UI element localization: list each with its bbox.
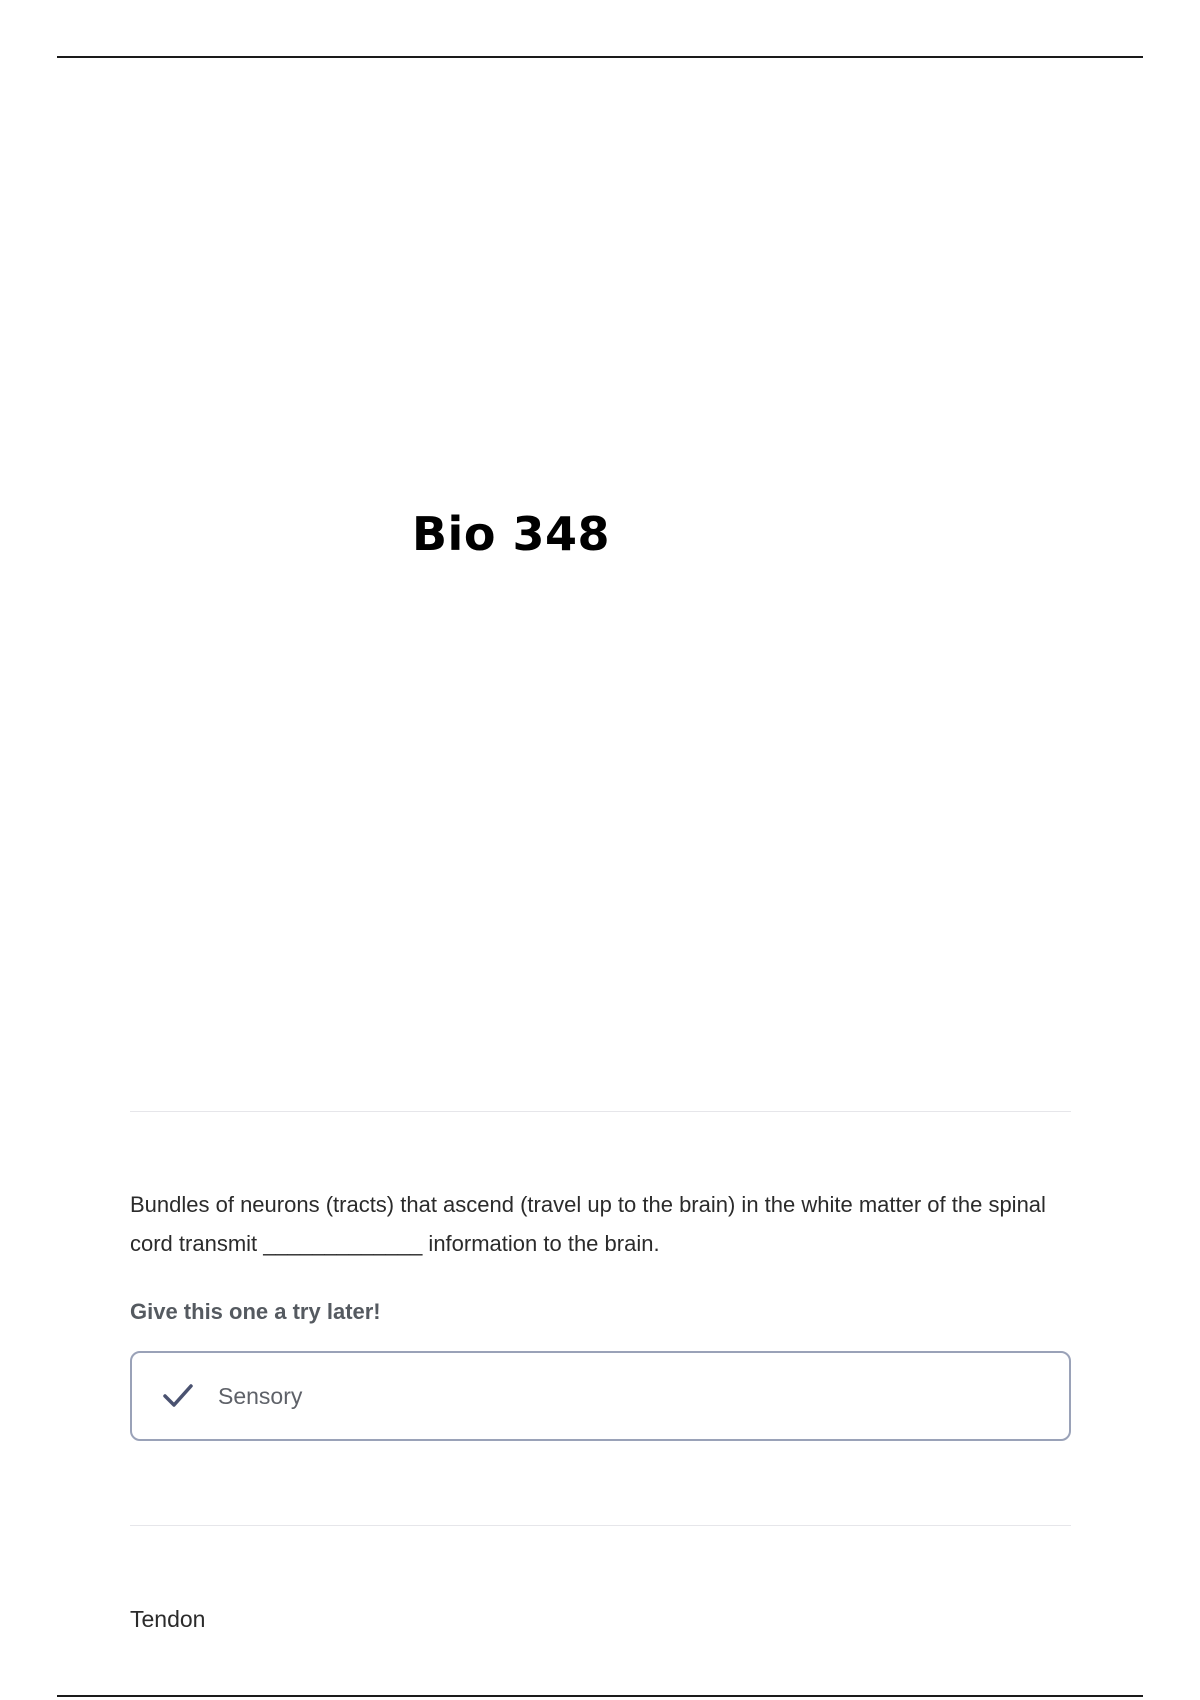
check-icon [160, 1378, 196, 1414]
card-divider [130, 1111, 1071, 1112]
document-title: Bio 348 [412, 507, 610, 561]
hint-text: Give this one a try later! [130, 1299, 381, 1324]
page-bottom-rule [57, 1695, 1143, 1697]
answer-label: Sensory [218, 1382, 303, 1409]
page-top-rule [57, 56, 1143, 58]
next-card-term: Tendon [130, 1606, 206, 1632]
card-divider [130, 1525, 1071, 1526]
flashcard [130, 1185, 1071, 1441]
question-prompt: Bundles of neurons (tracts) that ascend (travel up to the brain) in the white matter of the spinal cord transmit _____________ information to the brain. [130, 1192, 1046, 1256]
answer-option-sensory[interactable] [130, 1351, 1071, 1441]
